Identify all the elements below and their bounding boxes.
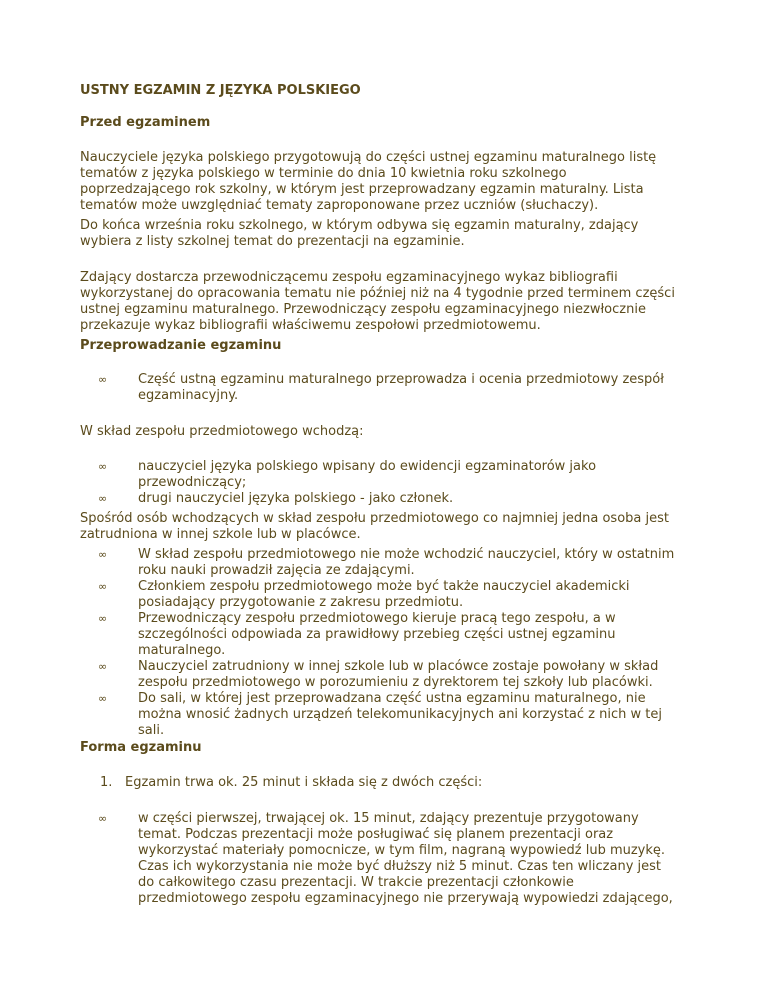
bullet-list-zespol	[80, 372, 680, 404]
numbered-list-forma	[80, 775, 680, 791]
list-number: 1.	[100, 775, 113, 790]
bullet-icon: ∞	[98, 612, 108, 625]
bullet-icon: ∞	[98, 580, 108, 593]
paragraph-sklad-zespolu: W skład zespołu przedmiotowego wchodzą:	[80, 424, 364, 439]
list-item: ∞ Do sali, w której jest przeprowadzana część ustna egzaminu maturalnego, nie można wnosić żadnych urządzeń telekomunikacyjnych ani korzystać z nich w tej sali.	[98, 691, 662, 738]
list-item: ∞ Nauczyciel zatrudniony w innej szkole lub w placówce zostaje powołany w skład zespołu przedmiotowego w porozumieniu z dyrektorem tej szkoły lub placówki.	[98, 659, 659, 690]
paragraph-bibliografia: Zdający dostarcza przewodniczącemu zespołu egzaminacyjnego wykaz bibliografii wykorzystanej do opracowania tematu nie później niż na 4 tygodnie przed terminem części ustnej egzaminu maturalnego. Przewodniczący zespołu egzaminacyjnego niezwłocznie przekazuje wykaz bibliografii właściwemu zespołowi przedmiotowemu.	[80, 270, 675, 333]
section-heading-przed-egzaminem: Przed egzaminem	[80, 115, 211, 130]
bullet-icon: ∞	[98, 692, 108, 705]
document-title: USTNY EGZAMIN Z JĘZYKA POLSKIEGO	[80, 83, 361, 98]
list-item: ∞ Część ustną egzaminu maturalnego przeprowadza i ocenia przedmiotowy zespół egzaminacyjny.	[98, 372, 664, 403]
paragraph-lista-tematow: Nauczyciele języka polskiego przygotowują do części ustnej egzaminu maturalnego listę tematów z języka polskiego w terminie do dnia 10 kwietnia roku szkolnego poprzedzającego rok szkolny, w którym jest przeprowadzany egzamin maturalny. Lista tematów może uwzględniać tematy zaproponowane przez uczniów (słuchaczy).	[80, 150, 657, 213]
section-heading-forma: Forma egzaminu	[80, 740, 202, 755]
list-item: ∞ w części pierwszej, trwającej ok. 15 minut, zdający prezentuje przygotowany temat. Podczas prezentacji może posługiwać się planem prezentacji oraz wykorzystać materiały pomocnicze, w tym film, nagraną wypowiedź lub muzykę. Czas ich wykorzystania nie może być dłuższy niż 5 minut. Czas ten wliczany jest do całkowitego czasu prezentacji. W trakcie prezentacji członkowie przedmiotowego zespołu egzaminacyjnego nie przerywają wypowiedzi zdającego,	[98, 811, 673, 906]
bullet-icon: ∞	[98, 812, 108, 825]
bullet-icon: ∞	[98, 660, 108, 673]
bullet-icon: ∞	[98, 460, 108, 473]
bullet-icon: ∞	[98, 492, 108, 505]
list-item: ∞ nauczyciel języka polskiego wpisany do ewidencji egzaminatorów jako przewodniczący;	[98, 459, 597, 490]
list-item: ∞ Przewodniczący zespołu przedmiotowego kieruje pracą tego zespołu, a w szczególności odpowiada za prawidłowy przebieg części ustnej egzaminu maturalnego.	[98, 611, 616, 658]
list-item: 1. Egzamin trwa ok. 25 minut i składa się z dwóch części:	[100, 775, 483, 790]
section-heading-przeprowadzanie: Przeprowadzanie egzaminu	[80, 338, 282, 353]
list-item: ∞ drugi nauczyciel języka polskiego - jako członek.	[98, 491, 454, 506]
paragraph-wybor-tematu: Do końca września roku szkolnego, w którym odbywa się egzamin maturalny, zdający wybiera z listy szkolnej temat do prezentacji na egzaminie.	[80, 218, 639, 249]
bullet-list-czesc-pierwsza	[80, 811, 680, 907]
paragraph-inna-szkola: Spośród osób wchodzących w skład zespołu przedmiotowego co najmniej jedna osoba jest zatrudniona w innej szkole lub w placówce.	[80, 511, 669, 542]
bullet-list-sklad	[80, 459, 680, 507]
bullet-icon: ∞	[98, 373, 108, 386]
bullet-list-zasady	[80, 547, 680, 739]
list-item: ∞ W skład zespołu przedmiotowego nie może wchodzić nauczyciel, który w ostatnim roku nauki prowadził zajęcia ze zdającymi.	[98, 547, 675, 578]
bullet-icon: ∞	[98, 548, 108, 561]
list-item: ∞ Członkiem zespołu przedmiotowego może być także nauczyciel akademicki posiadający przygotowanie z zakresu przedmiotu.	[98, 579, 630, 610]
